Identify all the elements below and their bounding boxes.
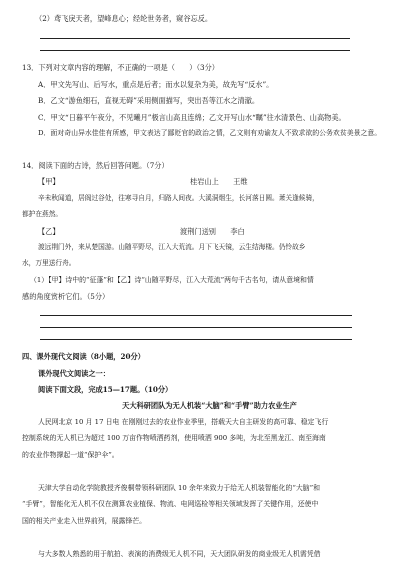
poem-yi-text: 水，万里送行舟。: [22, 259, 76, 267]
q14-stem: 14．阅读下面的古诗，然后回答问题。（7分）: [22, 161, 169, 170]
q13-option-b: B．乙文“游鱼细石，直视无碍”采用侧面描写，突出吾等江水之清澈。: [38, 96, 260, 105]
answer-line: [40, 315, 352, 316]
article-paragraph: 的农业作物撑起一道“保护伞”。: [22, 451, 119, 459]
section-heading: 四、课外现代文阅读（8小题，20分）: [22, 352, 145, 361]
poem-yi-title: 渡荆门送别 李白: [180, 227, 245, 236]
poem-yi-text: 渡远荆门外，来从楚国游。山随平野尽，江入大荒流。月下飞天镜，云生结海楼。仍怜故乡: [38, 243, 306, 251]
answer-line: [40, 339, 352, 340]
answer-line: [40, 38, 350, 39]
article-paragraph: 人民网北京 10 月 17 日电 在刚刚过去的农业作业季里，搭载天大自主研发的高可靠、稳定飞行: [38, 418, 329, 426]
q13-option-c: C．甲文“日暮平午夜分，不见曦月”极言山高且连绵；乙文开写山水“瞩”往水清景色、山高物美。: [38, 113, 346, 122]
q13-stem: 13．下列对文章内容的理解，不正确的一项是（ ）（3分）: [22, 63, 219, 72]
article-paragraph: 国的相关产业走入世界前列，展露锋芒。: [22, 517, 147, 525]
section-subheading: 课外现代文阅读之一：: [38, 369, 110, 378]
article-paragraph: 与大多数人熟悉的用于航拍、表演的消费级无人机不同，天大团队研发的商业级无人机需凭借: [38, 550, 321, 558]
q14-sub1: （1）【甲】诗中的“征蓬”和【乙】诗“山随平野尽，江入大荒流”两句千古名句，请从意境和情: [30, 276, 314, 284]
article-paragraph: 天津大学自动化学院教授齐俊桐带领科研团队 10 余年来致力于给无人机装智能化的“大脑”和: [38, 484, 321, 492]
poem-jia-label: 【甲】: [38, 177, 60, 186]
poem-yi-label: 【乙】: [38, 227, 60, 236]
section-instruction: 阅读下面文段，完成15—17题。（10分）: [38, 385, 173, 394]
article-title: 天大科研团队为无人机装“大脑”和“手臂”助力农业生产: [122, 401, 297, 410]
answer-line: [40, 50, 350, 51]
poem-jia-text: 都护在燕然。: [22, 210, 63, 218]
q12-part2: （2）鸢飞戾天者，望峰息心；经纶世务者，窥谷忘反。: [35, 14, 213, 23]
poem-jia-title: 桂岩山上 王维: [190, 177, 248, 186]
q14-sub1: 感的角度赏析它们。（5分）: [22, 292, 110, 301]
article-paragraph: 控制系统的无人机已为超过 100 万亩作物喷洒药剂，使用喷洒 900 多吨，为北至黑龙江、南至海南: [22, 434, 326, 442]
answer-line: [40, 327, 352, 328]
q13-option-d: D．面对奇山异水佳佳有所感，甲文表达了鄙贬官的政治之情，乙文则有劝谕友人不致求欲的公务欢贫美景之意。: [38, 129, 382, 137]
article-paragraph: “手臂”，智能化无人机不仅在测算农业植保、物流、电网巡检等相关领域发挥了关键作用，还使中: [22, 500, 319, 508]
poem-jia-text: 辛未秋闻道，居阁过谷处，往寒寻自月，归路人间夜。大溪洞烟生，长河落日圆。萧关逢候骑，: [38, 194, 319, 202]
q13-option-a: A．甲文先写山、后写水，重点是后者；而水以复杂为美，故先写“反水”。: [38, 80, 274, 89]
